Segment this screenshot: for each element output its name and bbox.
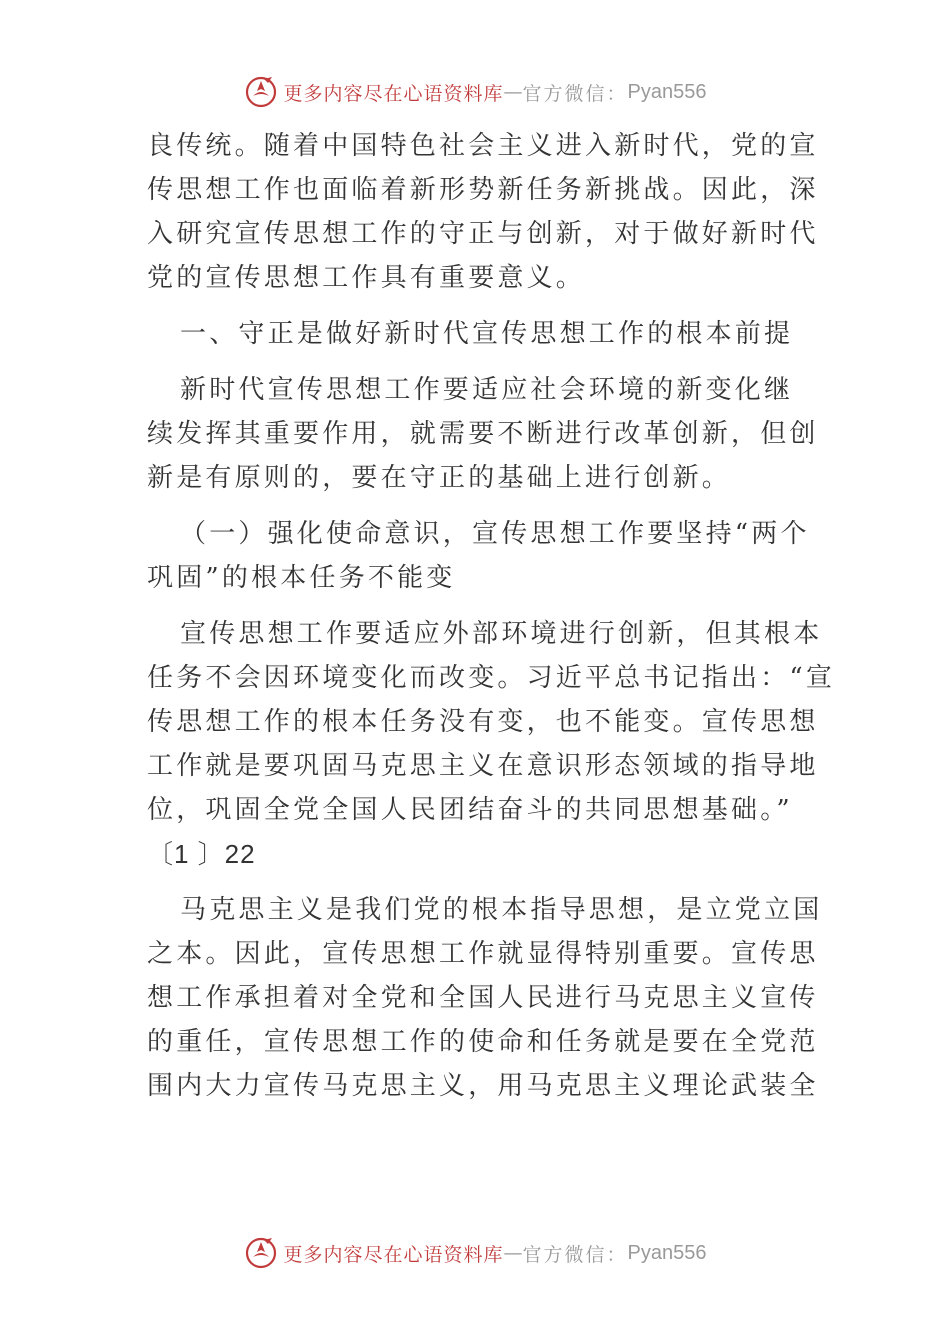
body-line: 围内大力宣传马克思主义，用马克思主义理论武装全 bbox=[147, 1071, 819, 1101]
citation-reference: 〔1 〕22 bbox=[147, 839, 256, 869]
body-line: 良传统。随着中国特色社会主义进入新时代，党的宣 bbox=[147, 131, 819, 161]
book-logo-icon bbox=[244, 75, 278, 109]
footer-watermark bbox=[0, 1233, 950, 1273]
watermark-dash: — bbox=[503, 81, 523, 103]
subsection-heading: （一）强化使命意识，宣传思想工作要坚持“两个 bbox=[180, 519, 810, 549]
body-line: 想工作承担着对全党和全国人民进行马克思主义宣传 bbox=[147, 983, 819, 1013]
body-line: 新是有原则的，要在守正的基础上进行创新。 bbox=[147, 463, 732, 493]
subsection-heading-cont: 巩固”的根本任务不能变 bbox=[147, 563, 456, 593]
watermark-wechat-id: Pyan556 bbox=[627, 80, 707, 103]
body-line: 位，巩固全党全国人民团结奋斗的共同思想基础。” bbox=[147, 795, 793, 825]
watermark-wechat-id: Pyan556 bbox=[627, 1241, 707, 1264]
body-line: 工作就是要巩固马克思主义在意识形态领域的指导地 bbox=[147, 751, 819, 781]
watermark-cta: 官方微信： bbox=[522, 82, 628, 105]
body-line: 之本。因此，宣传思想工作就显得特别重要。宣传思 bbox=[147, 939, 819, 969]
watermark-brand: 更多内容尽在心语资料库 bbox=[283, 82, 504, 105]
body-line: 宣传思想工作要适应外部环境进行创新，但其根本 bbox=[180, 619, 823, 649]
section-heading: 一、守正是做好新时代宣传思想工作的根本前提 bbox=[180, 319, 794, 349]
body-line: 续发挥其重要作用，就需要不断进行改革创新，但创 bbox=[147, 419, 819, 449]
body-line: 传思想工作的根本任务没有变，也不能变。宣传思想 bbox=[147, 707, 819, 737]
watermark-cta: 官方微信： bbox=[522, 1243, 628, 1266]
body-line: 马克思主义是我们党的根本指导思想，是立党立国 bbox=[180, 895, 823, 925]
header-watermark bbox=[0, 72, 950, 112]
document-body bbox=[147, 124, 836, 1108]
body-line: 的重任，宣传思想工作的使命和任务就是要在全党范 bbox=[147, 1027, 819, 1057]
body-line: 新时代宣传思想工作要适应社会环境的新变化继 bbox=[180, 375, 794, 405]
body-line: 党的宣传思想工作具有重要意义。 bbox=[147, 263, 586, 293]
watermark-dash: — bbox=[503, 1242, 523, 1264]
watermark-brand: 更多内容尽在心语资料库 bbox=[283, 1243, 504, 1266]
body-line: 入研究宣传思想工作的守正与创新，对于做好新时代 bbox=[147, 219, 819, 249]
body-line: 任务不会因环境变化而改变。习近平总书记指出：“宣 bbox=[147, 663, 836, 693]
body-line: 传思想工作也面临着新形势新任务新挑战。因此，深 bbox=[147, 175, 819, 205]
book-logo-icon bbox=[244, 1236, 278, 1270]
